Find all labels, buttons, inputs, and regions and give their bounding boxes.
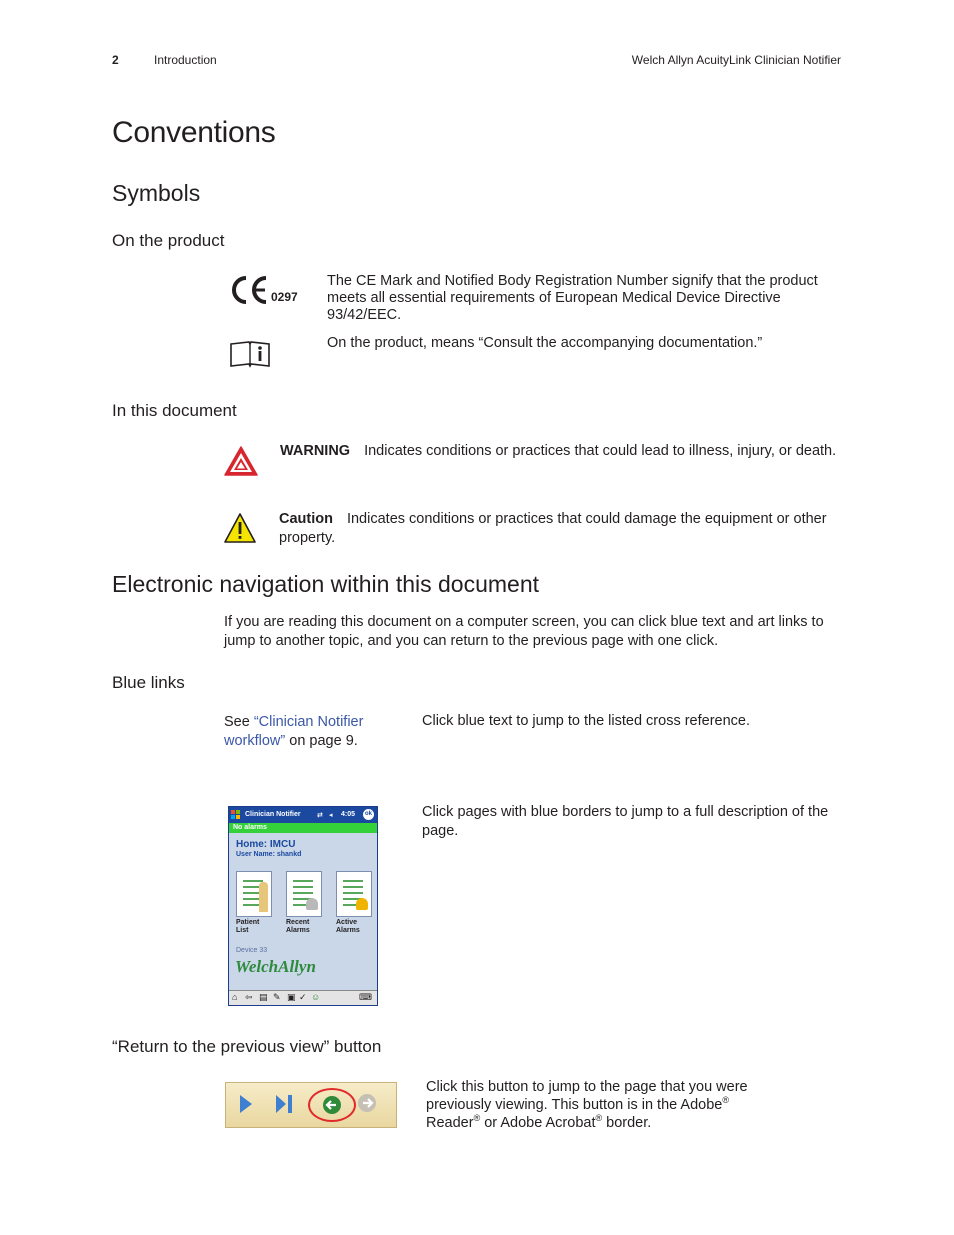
warning-paragraph <box>280 442 840 461</box>
ce-description: The CE Mark and Notified Body Registration Number signify that the product meets all essential requirements of European Medical Device Directive 93/42/EEC. <box>327 273 818 323</box>
blue-link-example <box>224 713 394 751</box>
in-document-heading: In this document <box>112 401 237 420</box>
blue-text-description: Click blue text to jump to the listed cross reference. <box>422 713 751 729</box>
status-icon[interactable]: ☺ <box>311 992 321 1002</box>
pda-status-text: No alarms <box>233 824 267 831</box>
recent-alarms-icon[interactable] <box>286 871 322 917</box>
warning-text: Indicates conditions or practices that could lead to illness, injury, or death. <box>364 443 837 459</box>
border-text: border. <box>602 1115 652 1131</box>
pda-time: 4:05 <box>341 811 356 818</box>
ok-button[interactable]: ok <box>363 809 374 820</box>
back-arrow-icon <box>322 1095 342 1115</box>
caution-label: Caution <box>279 511 333 527</box>
acrobat-text: or Adobe Acrobat <box>480 1115 596 1131</box>
page-ref-text: on page 9. <box>285 733 358 749</box>
signal-icon: ⇄ <box>317 812 323 819</box>
return-heading: “Return to the previous view” button <box>112 1037 382 1056</box>
header-section: Introduction <box>154 53 217 67</box>
blue-border-description: Click pages with blue borders to jump to a full description of the page. <box>422 804 829 839</box>
ce-number: 0297 <box>271 290 298 304</box>
welch-allyn-logo: WelchAllyn <box>235 957 316 976</box>
edit-icon[interactable]: ✎ <box>273 992 281 1002</box>
warning-icon <box>223 445 259 477</box>
electronic-nav-intro: If you are reading this document on a computer screen, you can click blue text and art links to jump to another topic, and you can return to the previous page with one click. <box>224 614 824 649</box>
cross-reference-link[interactable]: “Clinician Notifier workflow” <box>224 714 364 749</box>
windows-flag-icon <box>231 810 240 819</box>
home-icon[interactable]: ⌂ <box>232 992 238 1002</box>
on-product-heading: On the product <box>112 231 225 250</box>
active-alarms-label: Active Alarms <box>336 919 360 934</box>
page-title: Conventions <box>112 116 276 149</box>
reg-mark: ® <box>595 1113 603 1124</box>
pda-taskbar <box>229 990 377 1005</box>
next-page-icon[interactable] <box>238 1093 254 1120</box>
consult-description: On the product, means “Consult the accompanying documentation.” <box>327 335 763 351</box>
pda-app-title: Clinician Notifier <box>245 811 301 818</box>
reg-mark: ® <box>473 1113 481 1124</box>
patient-list-label: Patient List <box>236 919 260 934</box>
symbols-heading: Symbols <box>112 180 201 206</box>
warning-label: WARNING <box>280 443 351 459</box>
return-description <box>426 1078 756 1132</box>
caution-paragraph <box>279 510 839 548</box>
previous-view-button[interactable] <box>308 1088 356 1122</box>
next-view-icon[interactable] <box>357 1093 377 1118</box>
header-doc-title: Welch Allyn AcuityLink Clinician Notifier <box>631 53 841 67</box>
pda-home: Home: IMCU <box>236 839 296 850</box>
navigation-toolbar <box>225 1082 397 1128</box>
reg-mark: ® <box>722 1095 729 1106</box>
electronic-nav-heading: Electronic navigation within this document <box>112 571 540 597</box>
caution-text: Indicates conditions or practices that could damage the equipment or other property. <box>279 511 827 546</box>
last-page-icon[interactable] <box>274 1093 294 1120</box>
pda-user: User Name: shankd <box>236 851 302 858</box>
see-text: See <box>224 714 254 730</box>
blue-links-heading: Blue links <box>112 673 185 692</box>
volume-icon: ◂ <box>329 812 333 819</box>
pda-alarm-status <box>229 823 377 833</box>
caution-icon <box>223 512 257 544</box>
lock-icon[interactable]: ▣ <box>287 992 296 1002</box>
recent-alarms-label: Recent Alarms <box>286 919 310 934</box>
reader-text: Reader <box>426 1115 474 1131</box>
active-alarms-icon[interactable] <box>336 871 372 917</box>
consult-documentation-icon <box>229 340 271 368</box>
keyboard-icon[interactable]: ⌨ <box>359 992 372 1002</box>
patient-list-icon[interactable] <box>236 871 272 917</box>
pda-title-bar <box>229 807 377 823</box>
back-icon[interactable]: ⇦ <box>245 992 253 1002</box>
notes-icon[interactable]: ▤ <box>259 992 268 1002</box>
page-number: 2 <box>112 53 119 67</box>
pda-device: Device 33 <box>236 947 268 954</box>
check-icon[interactable]: ✓ <box>299 992 307 1002</box>
return-desc-text: Click this button to jump to the page that you were previously viewing. This button is in the Adobe <box>426 1079 748 1113</box>
pda-screen-link[interactable] <box>228 806 378 1006</box>
